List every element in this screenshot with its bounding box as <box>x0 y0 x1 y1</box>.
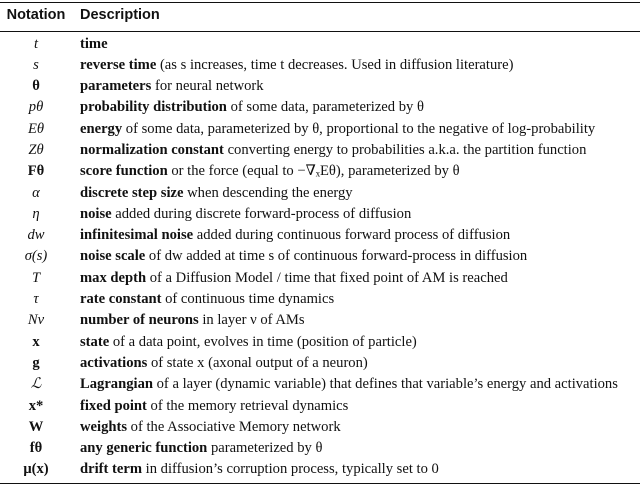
notation-description <box>80 55 513 76</box>
description-text: parameterized by θ <box>207 440 323 457</box>
notation-description <box>80 417 341 438</box>
table-row <box>0 119 640 140</box>
description-term: rate constant <box>80 291 162 308</box>
description-text: of continuous time dynamics <box>161 291 335 308</box>
notation-symbol: fθ <box>29 440 43 457</box>
description-term: normalization constant <box>80 141 224 158</box>
table-row <box>0 140 640 161</box>
description-text: in diffusion’s corruption process, typically set to 0 <box>142 461 439 478</box>
description-term: score function <box>80 163 168 180</box>
description-term: Lagrangian <box>80 376 153 393</box>
description-term: probability distribution <box>80 99 227 116</box>
header-description: Description <box>80 7 160 23</box>
table-row <box>0 225 640 246</box>
notation-description <box>80 161 460 182</box>
description-text: of the memory retrieval dynamics <box>146 397 349 414</box>
description-text: or the force (equal to −∇ₓEθ), parameterized by θ <box>167 163 460 180</box>
description-term: number of neurons <box>80 312 199 329</box>
description-term: time <box>80 35 108 52</box>
notation-symbol: x <box>32 333 40 350</box>
top-rule <box>0 2 640 3</box>
description-term: reverse time <box>80 56 157 73</box>
table-row <box>0 55 640 76</box>
notation-symbol: x* <box>28 397 44 414</box>
notation-description <box>80 268 508 289</box>
notation-symbol: α <box>32 184 40 201</box>
notation-description <box>80 246 527 267</box>
header-notation: Notation <box>6 7 66 23</box>
notation-symbol: W <box>28 418 44 435</box>
description-text: of a Diffusion Model / time that fixed point of AM is reached <box>146 269 508 286</box>
description-text: added during discrete forward-process of diffusion <box>111 205 412 222</box>
notation-symbol: θ <box>32 78 40 95</box>
header-rule <box>0 31 640 32</box>
table-row <box>0 417 640 438</box>
notation-description <box>80 34 108 55</box>
table-row <box>0 310 640 331</box>
notation-symbol: g <box>32 354 40 371</box>
description-term: energy <box>80 120 123 137</box>
table-row <box>0 76 640 97</box>
notation-description <box>80 183 353 204</box>
table-row <box>0 97 640 118</box>
notation-symbol: t <box>33 35 39 52</box>
bottom-rule <box>0 483 640 484</box>
description-text: converting energy to probabilities a.k.a. the partition function <box>223 141 587 158</box>
description-term: weights <box>80 418 128 435</box>
notation-description <box>80 374 618 395</box>
description-term: activations <box>80 354 148 371</box>
notation-symbol: ℒ <box>30 376 42 393</box>
description-term: drift term <box>80 461 142 478</box>
notation-description <box>80 438 322 459</box>
description-text: of a layer (dynamic variable) that defines that variable’s energy and activations <box>152 376 618 393</box>
table-body <box>0 34 640 481</box>
description-term: noise <box>80 205 112 222</box>
notation-symbol: τ <box>33 291 39 308</box>
table-row <box>0 34 640 55</box>
table-row <box>0 161 640 182</box>
table-row <box>0 246 640 267</box>
description-term: parameters <box>80 78 152 95</box>
description-term: state <box>80 333 110 350</box>
description-term: discrete step size <box>80 184 184 201</box>
table-row <box>0 396 640 417</box>
description-term: noise scale <box>80 248 146 265</box>
table-row <box>0 268 640 289</box>
description-text: added during continuous forward process of diffusion <box>193 227 511 244</box>
notation-description <box>80 353 368 374</box>
notation-symbol: σ(s) <box>24 248 48 265</box>
description-term: infinitesimal noise <box>80 227 194 244</box>
description-text: of dw added at time s of continuous forward-process in diffusion <box>145 248 528 265</box>
notation-description <box>80 332 417 353</box>
table-row <box>0 353 640 374</box>
description-text: of some data, parameterized by θ, proportional to the negative of log-probability <box>122 120 596 137</box>
description-text: of state x (axonal output of a neuron) <box>147 354 368 371</box>
table-row <box>0 438 640 459</box>
table-row <box>0 459 640 480</box>
table-row <box>0 374 640 395</box>
notation-description <box>80 289 334 310</box>
description-text: (as s increases, time t decreases. Used in diffusion literature) <box>156 56 514 73</box>
notation-description <box>80 140 586 161</box>
description-text: for neural network <box>151 78 264 95</box>
notation-description <box>80 310 305 331</box>
notation-symbol: Nν <box>27 312 45 329</box>
notation-description <box>80 119 595 140</box>
table-row <box>0 332 640 353</box>
notation-description <box>80 396 348 417</box>
notation-symbol: pθ <box>28 99 44 116</box>
description-text: in layer ν of AMs <box>198 312 305 329</box>
description-term: any generic function <box>80 440 208 457</box>
description-text: of some data, parameterized by θ <box>226 99 424 116</box>
notation-description <box>80 76 264 97</box>
description-text: of the Associative Memory network <box>127 418 341 435</box>
description-text: of a data point, evolves in time (position of particle) <box>109 333 417 350</box>
table-row <box>0 289 640 310</box>
notation-description <box>80 225 510 246</box>
description-text: when descending the energy <box>183 184 353 201</box>
notation-description <box>80 97 424 118</box>
notation-description <box>80 204 411 225</box>
notation-symbol: Eθ <box>27 120 45 137</box>
notation-description <box>80 459 439 480</box>
notation-symbol: Zθ <box>28 141 44 158</box>
table-row <box>0 204 640 225</box>
description-term: max depth <box>80 269 147 286</box>
description-term: fixed point <box>80 397 147 414</box>
table-row <box>0 183 640 204</box>
notation-symbol: T <box>31 269 41 286</box>
notation-symbol: η <box>32 205 40 222</box>
notation-symbol: Fθ <box>27 163 45 180</box>
notation-symbol: dw <box>27 227 45 244</box>
notation-symbol: μ(x) <box>23 461 49 478</box>
notation-symbol: s <box>33 56 39 73</box>
